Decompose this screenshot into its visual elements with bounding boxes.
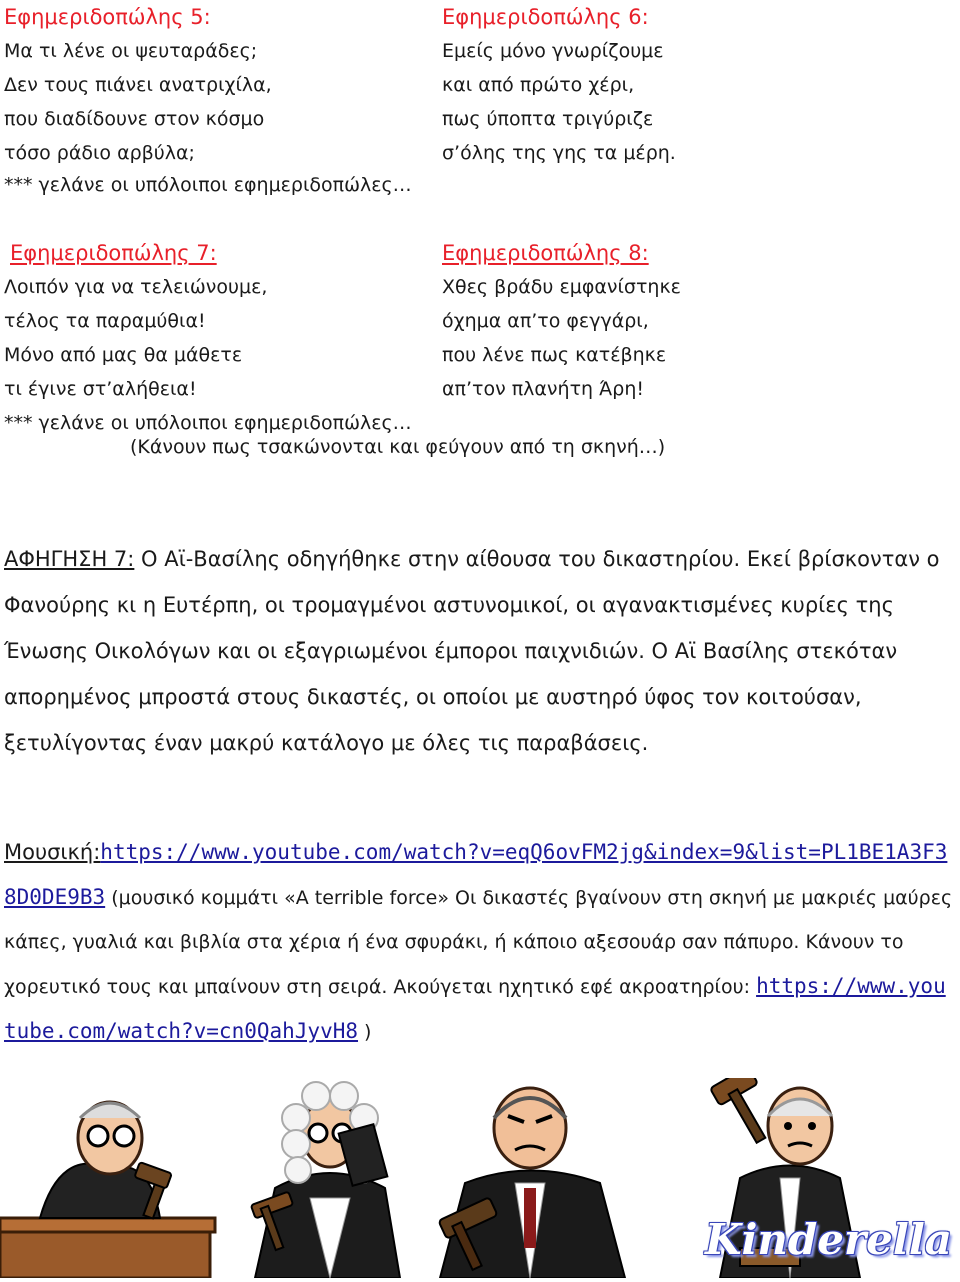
- music-link[interactable]: https://www.youtube.com/watch?v=eqQ6ovFM2jg&index=9&list=PL1BE1A3F38D0DE9B3: [4, 840, 948, 909]
- verse-6: [442, 0, 676, 170]
- speaker-7: Εφημεριδοπώλης 7:: [10, 241, 217, 265]
- verse-line: απ’τον πλανήτη Άρη!: [442, 378, 644, 400]
- verse-line: τέλος τα παραμύθια!: [4, 310, 206, 332]
- speaker-6: Εφημεριδοπώλης 6:: [442, 5, 649, 29]
- verse-line: σ’όλης της γης τα μέρη.: [442, 142, 676, 164]
- verse-line: Χθες βράδυ εμφανίστηκε: [442, 276, 681, 298]
- verse-line: Δεν τους πιάνει ανατριχίλα,: [4, 74, 272, 96]
- stage-direction: (Κάνουν πως τσακώνονται και φεύγουν από τη σκηνή…): [130, 436, 666, 458]
- judge-3-image: [438, 1088, 625, 1278]
- verse-line: που λένε πως κατέβηκε: [442, 344, 667, 366]
- narration-label: ΑΦΗΓΗΣΗ 7:: [4, 547, 135, 571]
- speaker-5: Εφημεριδοπώλης 5:: [4, 5, 211, 29]
- music-description: (μουσικό κομμάτι «A terrible force» Οι δικαστές βγαίνουν στη σκηνή με μακριές μαύρες κάπες, γυαλιά και βιβλία στα χέρια ή ένα σφυράκι, ή κάποιο αξεσουάρ σαν πάπυρο. Κάνουν το χορευτικό τους και μπαίνουν στη σειρά. Ακούγεται ηχητικό εφέ ακροατηρίου:: [4, 887, 953, 998]
- verse-line: τι έγινε στ’αλήθεια!: [4, 378, 197, 400]
- music-paragraph: [4, 830, 956, 1054]
- verse-line: Μόνο από μας θα μάθετε: [4, 344, 243, 366]
- verse-line: τόσο ράδιο αρβύλα;: [4, 142, 195, 164]
- verse-8: [442, 236, 681, 406]
- verse-line: Εμείς μόνο γνωρίζουμε: [442, 40, 664, 62]
- music-label: Μουσική:: [4, 840, 101, 864]
- verse-line: Λοιπόν για να τελειώνουμε,: [4, 276, 268, 298]
- laugh-note-1: *** γελάνε οι υπόλοιποι εφημεριδοπώλες…: [4, 174, 412, 196]
- verse-7: [4, 236, 267, 406]
- verse-line: πως ύποπτα τριγύριζε: [442, 108, 654, 130]
- verse-line: όχημα απ’το φεγγάρι,: [442, 310, 649, 332]
- laugh-note-2: *** γελάνε οι υπόλοιποι εφημεριδοπώλες…: [4, 412, 412, 434]
- speaker-8: Εφημεριδοπώλης 8:: [442, 241, 649, 265]
- closing-paren: ): [358, 1021, 372, 1043]
- judge-1-image: [0, 1102, 215, 1278]
- verse-5: [4, 0, 272, 170]
- verse-line: που διαδίδουνε στον κόσμο: [4, 108, 265, 130]
- judges-illustrations: [0, 1078, 960, 1278]
- narration-paragraph: [4, 536, 956, 766]
- verse-line: Μα τι λένε οι ψευταράδες;: [4, 40, 258, 62]
- narration-text: Ο Αϊ-Βασίλης οδηγήθηκε στην αίθουσα του δικαστηρίου. Εκεί βρίσκονταν ο Φανούρης κι η Ευτέρπη, οι τρομαγμένοι αστυνομικοί, οι αγανακτισμένες κυρίες της Ένωσης Οικολόγων και οι εξαγριωμένοι έμποροι παιχνιδιών. Ο Αϊ Βασίλης στεκόταν απορημένος μπροστά στους δικαστές, οι οποίοι με αυστηρό ύφος τον κοιτούσαν, ξετυλίγοντας έναν μακρύ κατάλογο με όλες τις παραβάσεις.: [4, 547, 940, 755]
- sound-effect-link[interactable]: https://www.youtube.com/watch?v=cn0QahJyvH8: [4, 974, 946, 1043]
- judge-2-image: [251, 1082, 400, 1278]
- kinderella-logo: Kinderella: [704, 1215, 952, 1264]
- verse-line: και από πρώτο χέρι,: [442, 74, 635, 96]
